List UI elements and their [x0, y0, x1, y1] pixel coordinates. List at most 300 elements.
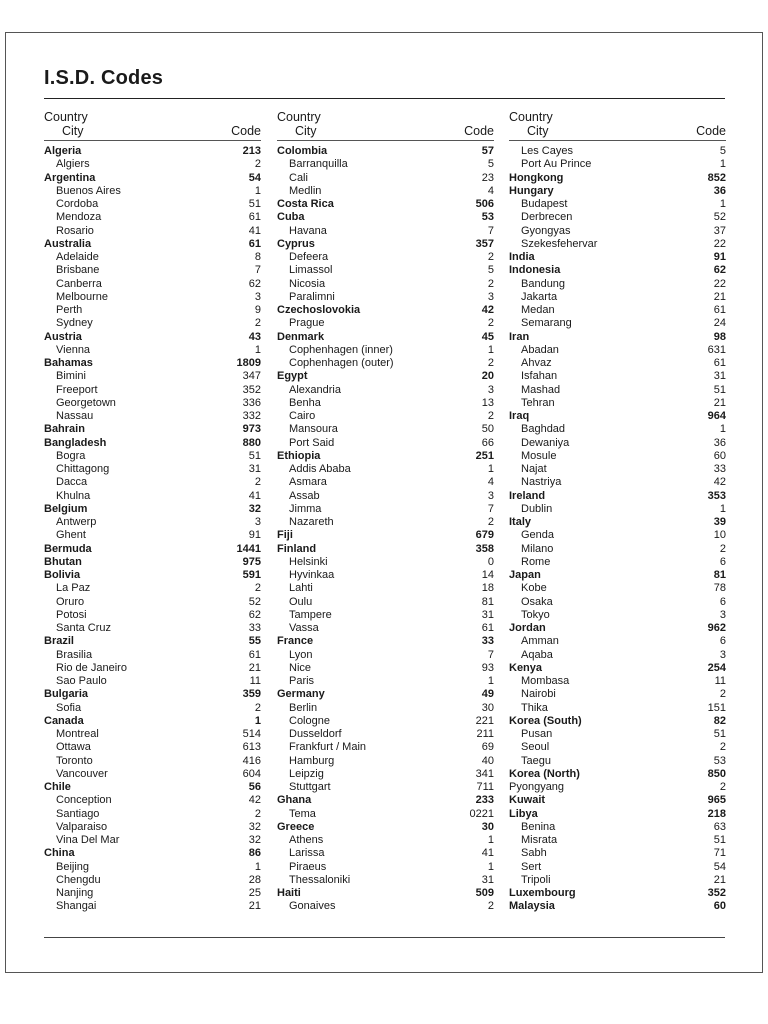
- city-name: Medlin: [289, 184, 322, 197]
- country-name: Korea (North): [509, 767, 580, 780]
- dial-code: 679: [475, 529, 494, 542]
- dial-code: 31: [713, 370, 726, 383]
- country-row: [277, 238, 494, 251]
- codes-column-2: [277, 110, 494, 914]
- country-row: [509, 662, 726, 675]
- city-name: Larissa: [289, 847, 325, 860]
- city-row: [44, 185, 261, 198]
- column-header: [44, 110, 261, 140]
- city-name: Ottawa: [56, 741, 91, 754]
- country-name: Bahrain: [44, 423, 85, 436]
- country-row: [509, 715, 726, 728]
- city-row: [277, 503, 494, 516]
- city-row: [44, 675, 261, 688]
- country-name: Bangladesh: [44, 436, 107, 449]
- city-row: [277, 317, 494, 330]
- dial-code: 30: [481, 701, 494, 714]
- city-name: Baghdad: [521, 423, 566, 436]
- city-name: Bimini: [56, 370, 86, 383]
- city-row: [44, 198, 261, 211]
- city-name: Budapest: [521, 198, 568, 210]
- city-row: [509, 503, 726, 516]
- country-row: [509, 794, 726, 807]
- dial-code: 82: [713, 714, 726, 727]
- rows-list: [277, 145, 494, 914]
- country-name: Argentina: [44, 171, 96, 184]
- city-name: Hamburg: [289, 754, 335, 767]
- dial-code: 251: [475, 449, 494, 462]
- dial-code: 506: [475, 198, 494, 210]
- header-country: Country: [277, 110, 321, 124]
- codes-column-1: [44, 110, 261, 914]
- dial-code: 28: [248, 873, 261, 886]
- city-name: Gyongyas: [521, 224, 571, 237]
- country-row: [277, 529, 494, 542]
- city-name: Freeport: [56, 383, 98, 396]
- dial-code: 31: [481, 873, 494, 886]
- country-name: Austria: [44, 330, 82, 343]
- country-name: Canada: [44, 714, 84, 727]
- dial-code: 91: [713, 251, 726, 263]
- dial-code: 53: [713, 754, 726, 767]
- city-row: [509, 635, 726, 648]
- dial-code: 22: [713, 237, 726, 250]
- city-row: [277, 463, 494, 476]
- dial-code: 9: [254, 304, 261, 316]
- dial-code: 7: [254, 264, 261, 277]
- city-name: Ghent: [56, 529, 86, 542]
- dial-code: 2: [487, 900, 494, 913]
- city-row: [44, 384, 261, 397]
- dial-code: 3: [254, 516, 261, 528]
- dial-code: 20: [481, 370, 494, 383]
- country-row: [44, 715, 261, 728]
- country-row: [44, 635, 261, 648]
- country-row: [277, 794, 494, 807]
- city-row: [44, 264, 261, 277]
- country-name: Hongkong: [509, 171, 564, 184]
- dial-code: 55: [248, 635, 261, 648]
- city-row: [509, 423, 726, 436]
- dial-code: 514: [242, 728, 261, 740]
- dial-code: 2: [719, 542, 726, 555]
- city-name: Rio de Janeiro: [56, 661, 127, 674]
- country-name: Egypt: [277, 370, 308, 383]
- country-name: Australia: [44, 237, 92, 250]
- city-row: [277, 582, 494, 595]
- country-row: [277, 304, 494, 317]
- dial-code: 352: [242, 383, 261, 396]
- dial-code: 62: [248, 277, 261, 290]
- dial-code: 4: [487, 476, 494, 489]
- city-row: [277, 768, 494, 781]
- dial-code: 41: [481, 847, 494, 860]
- dial-code: 52: [248, 595, 261, 608]
- city-name: Thessaloniki: [289, 873, 351, 886]
- city-row: [509, 357, 726, 370]
- dial-code: 2: [487, 410, 494, 422]
- dial-code: 1: [487, 343, 494, 356]
- country-name: Iraq: [509, 410, 530, 422]
- city-row: [44, 808, 261, 821]
- dial-code: 2: [719, 688, 726, 701]
- rows-list: [509, 145, 726, 914]
- city-name: Khulna: [56, 489, 91, 502]
- country-row: [509, 172, 726, 185]
- dial-code: 880: [242, 436, 261, 449]
- city-row: [509, 476, 726, 489]
- dial-code: 39: [713, 516, 726, 528]
- city-name: Antwerp: [56, 516, 97, 528]
- city-row: [509, 609, 726, 622]
- dial-code: 1: [254, 860, 261, 873]
- city-name: Rosario: [56, 224, 94, 237]
- country-row: [509, 808, 726, 821]
- country-row: [44, 172, 261, 185]
- dial-code: 711: [476, 781, 494, 793]
- dial-code: 2: [254, 701, 261, 714]
- dial-code: 7: [487, 648, 494, 661]
- dial-code: 1: [254, 714, 261, 727]
- dial-code: 51: [713, 383, 726, 396]
- city-name: Dublin: [521, 502, 553, 515]
- city-name: Cali: [289, 171, 308, 184]
- city-row: [44, 622, 261, 635]
- city-row: [277, 781, 494, 794]
- city-row: [509, 675, 726, 688]
- city-name: Assab: [289, 489, 320, 502]
- city-name: Alexandria: [289, 383, 341, 396]
- footer-divider: [44, 937, 725, 938]
- city-name: Sert: [521, 860, 542, 873]
- codes-column-3: [509, 110, 726, 914]
- dial-code: 965: [707, 794, 726, 807]
- dial-code: 962: [707, 622, 726, 634]
- city-name: Jakarta: [521, 290, 558, 303]
- dial-code: 31: [248, 463, 261, 475]
- city-name: Kobe: [521, 582, 547, 595]
- city-row: [277, 662, 494, 675]
- city-row: [277, 741, 494, 754]
- city-name: Stuttgart: [289, 781, 331, 793]
- city-name: Georgetown: [56, 396, 116, 409]
- city-row: [277, 437, 494, 450]
- country-row: [277, 370, 494, 383]
- header-divider: [277, 140, 494, 141]
- dial-code: 62: [713, 264, 726, 277]
- dial-code: 49: [481, 688, 494, 701]
- dial-code: 1809: [236, 357, 261, 369]
- country-name: Korea (South): [509, 714, 582, 727]
- country-name: Libya: [509, 807, 538, 820]
- dial-code: 21: [713, 290, 726, 303]
- city-row: [277, 172, 494, 185]
- city-name: Perth: [56, 304, 83, 316]
- city-name: Nairobi: [521, 688, 556, 701]
- dial-code: 69: [481, 741, 494, 754]
- city-row: [44, 861, 261, 874]
- city-name: Vancouver: [56, 767, 108, 780]
- city-row: [277, 410, 494, 423]
- city-row: [44, 463, 261, 476]
- city-name: Vassa: [289, 622, 319, 634]
- dial-code: 1: [487, 860, 494, 873]
- city-row: [277, 649, 494, 662]
- city-row: [277, 702, 494, 715]
- dial-code: 416: [242, 754, 261, 767]
- city-name: Toronto: [56, 754, 93, 767]
- city-row: [509, 397, 726, 410]
- country-row: [277, 450, 494, 463]
- city-name: Semarang: [521, 317, 572, 330]
- city-row: [509, 781, 726, 794]
- dial-code: 5: [719, 145, 726, 157]
- dial-code: 2: [487, 317, 494, 330]
- country-row: [44, 331, 261, 344]
- city-name: Dacca: [56, 476, 88, 489]
- dial-code: 2: [719, 741, 726, 754]
- dial-code: 1: [487, 463, 494, 475]
- dial-code: 3: [487, 290, 494, 303]
- country-name: Japan: [509, 569, 541, 581]
- city-row: [44, 596, 261, 609]
- dial-code: 32: [248, 834, 261, 846]
- country-name: Indonesia: [509, 264, 561, 277]
- city-row: [44, 225, 261, 238]
- city-name: Lahti: [289, 582, 313, 595]
- dial-code: 53: [481, 211, 494, 224]
- country-row: [509, 185, 726, 198]
- city-name: Havana: [289, 224, 327, 237]
- city-row: [44, 609, 261, 622]
- city-row: [509, 741, 726, 754]
- city-name: Defeera: [289, 251, 329, 263]
- city-row: [509, 596, 726, 609]
- city-name: Brisbane: [56, 264, 100, 277]
- city-row: [44, 410, 261, 423]
- dial-code: 5: [487, 158, 494, 171]
- dial-code: 221: [475, 714, 494, 727]
- city-name: Bogra: [56, 449, 86, 462]
- dial-code: 6: [719, 555, 726, 568]
- dial-code: 98: [713, 330, 726, 343]
- city-row: [277, 622, 494, 635]
- header-country: Country: [509, 110, 553, 124]
- header-divider: [509, 140, 726, 141]
- dial-code: 2: [254, 807, 261, 820]
- city-row: [277, 755, 494, 768]
- dial-code: 1: [487, 675, 494, 687]
- country-row: [509, 569, 726, 582]
- country-name: Hungary: [509, 184, 554, 197]
- country-name: Cyprus: [277, 237, 315, 250]
- city-row: [277, 344, 494, 357]
- city-name: Thika: [521, 701, 548, 714]
- city-row: [277, 423, 494, 436]
- city-row: [509, 529, 726, 542]
- city-row: [44, 211, 261, 224]
- country-row: [277, 331, 494, 344]
- dial-code: 51: [248, 449, 261, 462]
- city-row: [509, 847, 726, 860]
- country-name: Kenya: [509, 661, 543, 674]
- country-row: [509, 264, 726, 277]
- country-row: [277, 145, 494, 158]
- city-row: [44, 728, 261, 741]
- city-name: Buenos Aires: [56, 184, 121, 197]
- dial-code: 352: [707, 887, 726, 899]
- dial-code: 93: [481, 661, 494, 674]
- city-row: [44, 768, 261, 781]
- city-row: [277, 569, 494, 582]
- country-row: [509, 900, 726, 913]
- dial-code: 233: [475, 794, 494, 807]
- dial-code: 56: [248, 781, 261, 793]
- city-name: Taegu: [521, 754, 551, 767]
- city-row: [44, 450, 261, 463]
- dial-code: 21: [248, 900, 261, 913]
- country-name: Chile: [44, 781, 71, 793]
- city-name: Tema: [289, 807, 316, 820]
- city-row: [509, 688, 726, 701]
- city-name: Addis Ababa: [289, 463, 351, 475]
- dial-code: 81: [713, 569, 726, 581]
- city-row: [509, 370, 726, 383]
- city-name: Medan: [521, 304, 555, 316]
- dial-code: 71: [713, 847, 726, 860]
- city-name: Oulu: [289, 595, 313, 608]
- dial-code: 51: [248, 198, 261, 210]
- city-name: Chittagong: [56, 463, 110, 475]
- dial-code: 3: [487, 383, 494, 396]
- country-name: Colombia: [277, 145, 328, 157]
- dial-code: 45: [481, 330, 494, 343]
- city-name: Bandung: [521, 277, 566, 290]
- country-row: [44, 569, 261, 582]
- city-row: [44, 702, 261, 715]
- city-name: Dewaniya: [521, 436, 570, 449]
- dial-code: 13: [481, 396, 494, 409]
- city-name: Athens: [289, 834, 324, 846]
- city-name: Leipzig: [289, 767, 324, 780]
- dial-code: 51: [713, 728, 726, 740]
- city-row: [509, 198, 726, 211]
- dial-code: 591: [242, 569, 261, 581]
- dial-code: 5: [487, 264, 494, 277]
- dial-code: 211: [476, 728, 494, 740]
- city-row: [509, 291, 726, 304]
- city-name: Isfahan: [521, 370, 558, 383]
- country-row: [44, 437, 261, 450]
- dial-code: 2: [487, 516, 494, 528]
- city-name: Adelaide: [56, 251, 99, 263]
- country-name: Luxembourg: [509, 887, 576, 899]
- city-row: [277, 291, 494, 304]
- dial-code: 0: [487, 555, 494, 568]
- city-row: [509, 344, 726, 357]
- dial-code: 336: [242, 396, 261, 409]
- dial-code: 54: [248, 171, 261, 184]
- city-row: [277, 225, 494, 238]
- dial-code: 2: [719, 781, 726, 793]
- country-row: [509, 331, 726, 344]
- city-name: Nassau: [56, 410, 94, 422]
- city-name: Algiers: [56, 158, 90, 171]
- city-name: Prague: [289, 317, 325, 330]
- city-row: [277, 516, 494, 529]
- city-name: Mombasa: [521, 675, 570, 687]
- city-name: Misrata: [521, 834, 558, 846]
- dial-code: 850: [707, 767, 726, 780]
- city-row: [44, 397, 261, 410]
- city-row: [277, 596, 494, 609]
- dial-code: 33: [481, 635, 494, 648]
- city-row: [509, 211, 726, 224]
- dial-code: 52: [713, 211, 726, 224]
- city-row: [44, 278, 261, 291]
- dial-code: 36: [713, 184, 726, 197]
- city-name: Vina Del Mar: [56, 834, 120, 846]
- country-name: Italy: [509, 516, 532, 528]
- city-row: [509, 755, 726, 768]
- city-name: Nastriya: [521, 476, 562, 489]
- city-name: Abadan: [521, 343, 559, 356]
- city-row: [509, 861, 726, 874]
- dial-code: 3: [254, 290, 261, 303]
- dial-code: 1: [719, 158, 726, 171]
- city-row: [509, 145, 726, 158]
- dial-code: 3: [487, 489, 494, 502]
- dial-code: 6: [719, 635, 726, 648]
- city-row: [44, 344, 261, 357]
- city-row: [44, 834, 261, 847]
- city-row: [509, 649, 726, 662]
- header-city: City: [527, 124, 549, 138]
- country-name: India: [509, 251, 535, 263]
- header-code: Code: [696, 124, 726, 138]
- dial-code: 3: [719, 608, 726, 621]
- dial-code: 33: [713, 463, 726, 475]
- city-name: Conception: [56, 794, 112, 807]
- dial-code: 91: [248, 529, 261, 542]
- header-country: Country: [44, 110, 88, 124]
- city-row: [44, 900, 261, 913]
- city-row: [509, 543, 726, 556]
- city-row: [44, 476, 261, 489]
- city-row: [44, 490, 261, 503]
- city-name: Santa Cruz: [56, 622, 112, 634]
- country-name: Bermuda: [44, 542, 92, 555]
- city-row: [509, 556, 726, 569]
- country-row: [44, 238, 261, 251]
- dial-code: 358: [475, 542, 494, 555]
- country-name: France: [277, 635, 314, 648]
- header-code: Code: [231, 124, 261, 138]
- dial-code: 1: [719, 198, 726, 210]
- city-row: [44, 582, 261, 595]
- city-name: Nanjing: [56, 887, 94, 899]
- dial-code: 332: [242, 410, 261, 422]
- country-name: Haiti: [277, 887, 301, 899]
- city-name: Mendoza: [56, 211, 102, 224]
- city-row: [44, 529, 261, 542]
- title-divider: [44, 98, 725, 99]
- dial-code: 0221: [469, 807, 494, 820]
- city-name: La Paz: [56, 582, 91, 595]
- city-name: Derbrecen: [521, 211, 573, 224]
- city-row: [277, 900, 494, 913]
- country-name: Belgium: [44, 502, 88, 515]
